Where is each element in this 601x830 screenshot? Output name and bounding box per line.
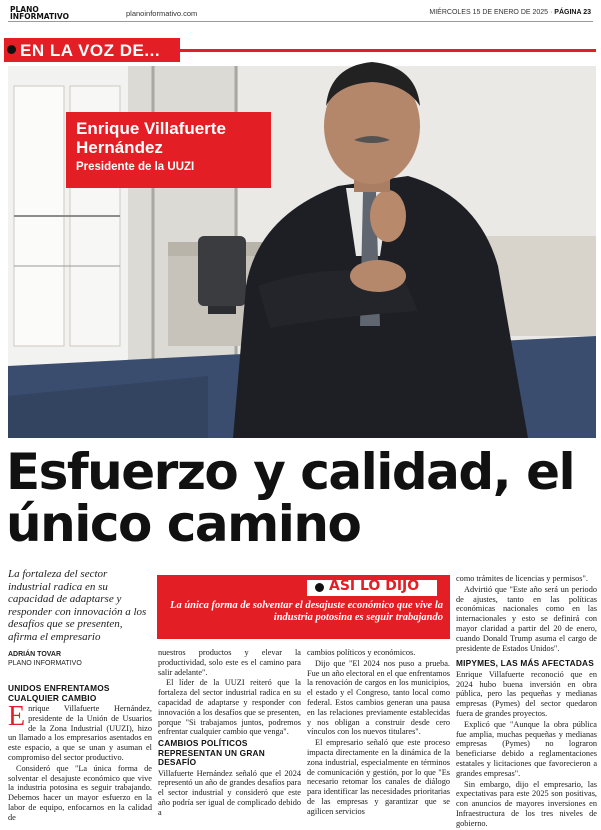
site-url[interactable]: planoinformativo.com bbox=[126, 9, 198, 18]
subheading: CAMBIOS POLÍTICOS REPRESENTAN UN GRAN DESAFÍO bbox=[158, 738, 265, 768]
paragraph: El empresario señaló que este proceso impacta directamente en la dinámica de la zona industrial, especialmente en términos de comunicación y gestión, por lo que "Es necesario retomar los canales de diálogo para identificar las necesidades prioritarias de las empresas y garantizar que se agilicen servicios bbox=[307, 738, 450, 816]
person-name: Enrique Villafuerte Hernández bbox=[76, 119, 226, 157]
byline bbox=[8, 650, 152, 668]
article-column-2 bbox=[158, 648, 301, 819]
bullet-icon bbox=[315, 583, 324, 592]
person-position: Presidente de la UUZI bbox=[76, 161, 195, 173]
paragraph: Consideró que "La única forma de solventar el desajuste económico que vive la industria potosina es seguir trabajando. Debemos hacer un mayor esfuerzo en la labor de equipo, enfocarnos en la calidad de bbox=[8, 763, 152, 822]
section-label: EN LA VOZ DE... bbox=[20, 41, 161, 60]
date-text: MIÉRCOLES 15 DE ENERO DE 2025 bbox=[429, 9, 549, 16]
paragraph: Advirtió que "Este año será un periodo de ajustes, tanto en las políticas económicas nacionales como en las internacionales y esto se definirá con mayor claridad a partir del 20 de enero, cuando Donald Trump asuma el cargo de presidente de Estados Unidos". bbox=[456, 584, 597, 653]
drop-cap: E bbox=[8, 701, 26, 732]
top-bar bbox=[8, 6, 593, 22]
paragraph: Sin embargo, dijo el empresario, las expectativas para este 2025 son positivas, con anuncios de mayores inversiones en Infraestructura de los tres niveles de gobierno. bbox=[456, 779, 597, 828]
paragraph: cambios políticos y económicos. bbox=[307, 648, 416, 657]
paragraph: Villafuerte Hernández señaló que el 2024 representó un año de grandes desafíos para el sector industrial y consideró que este año podría ser igual de complicado debido a bbox=[158, 768, 301, 817]
paragraph: El líder de la UUZI reiteró que la fortaleza del sector industrial radica en su capacidad de adaptarse y responder con innovación a los desafíos que se presenten, porque "Si trabajamos juntos, podremos enfrentar cualquier cambio que venga". bbox=[158, 678, 301, 737]
quote-box bbox=[157, 575, 450, 639]
article-column-1 bbox=[8, 682, 152, 824]
article-dek: La fortaleza del sector industrial radica en su capacidad de adaptarse y responder con innovación a los desafíos que se presenten, afirma el empresario bbox=[8, 568, 147, 643]
banner-rule bbox=[180, 49, 596, 52]
paragraph: Explicó que "Aunque la obra pública fue amplia, muchas pequeñas y medianas empresas (Pymes) no lograron beneficiarse debido a reglamentaciones estatales y licitaciones que favorecieron a grandes empresas". bbox=[456, 719, 597, 778]
paragraph: nuestros productos y elevar la productividad, solo este es el camino para salir adelante". bbox=[158, 648, 301, 677]
quote-title: ASÍ LO DIJO bbox=[329, 578, 420, 594]
newspaper-logo[interactable]: PLANO INFORMATIVO bbox=[10, 5, 69, 21]
quote-text: La única forma de solventar el desajuste económico que vive la industria potosina es seguir trabajando bbox=[170, 600, 443, 623]
paragraph bbox=[8, 701, 152, 763]
paragraph-text: nrique Villafuerte Hernández, presidente de la Unión de Usuarios de la Zona Industrial (UUZI), hizo un llamado a los empresarios asentados en este espacio, a que se unan y asuman el compromiso del sector productivo. bbox=[8, 704, 152, 762]
paragraph: Dijo que "El 2024 nos puso a prueba. Fue un año electoral en el que enfrentamos la renovación de cargos en los municipios, el estado y el Congreso, tanto local como federal. Estos cambios generan una pausa en las relaciones previamente establecidas y nos obligan a construir desde cero vínculos con los nuevos titulares". bbox=[307, 658, 450, 737]
subheading: UNIDOS ENFRENTAMOS CUALQUIER CAMBIO bbox=[8, 683, 110, 703]
article-column-3 bbox=[307, 648, 450, 818]
author-name: ADRIÁN TOVAR bbox=[8, 651, 62, 658]
bullet-icon bbox=[7, 45, 16, 54]
paragraph: como trámites de licencias y permisos". bbox=[456, 574, 588, 583]
article-column-4 bbox=[456, 574, 597, 830]
subheading: MIPYMES, LAS MÁS AFECTADAS bbox=[456, 658, 594, 669]
section-banner bbox=[0, 34, 601, 64]
author-outlet: PLANO INFORMATIVO bbox=[8, 660, 82, 667]
name-caption-card bbox=[66, 112, 271, 188]
issue-date: MIÉRCOLES 15 DE ENERO DE 2025 · PÁGINA 23 bbox=[429, 9, 591, 16]
page-number: PÁGINA 23 bbox=[554, 9, 591, 16]
article-headline: Esfuerzo y calidad, el único camino bbox=[6, 443, 575, 553]
paragraph: Enrique Villafuerte reconoció que en 2024 hubo buena inversión en obra pública, pero las pequeñas y medianas empresas (Pymes) del sector quedaron fuera de grandes proyectos. bbox=[456, 669, 597, 719]
